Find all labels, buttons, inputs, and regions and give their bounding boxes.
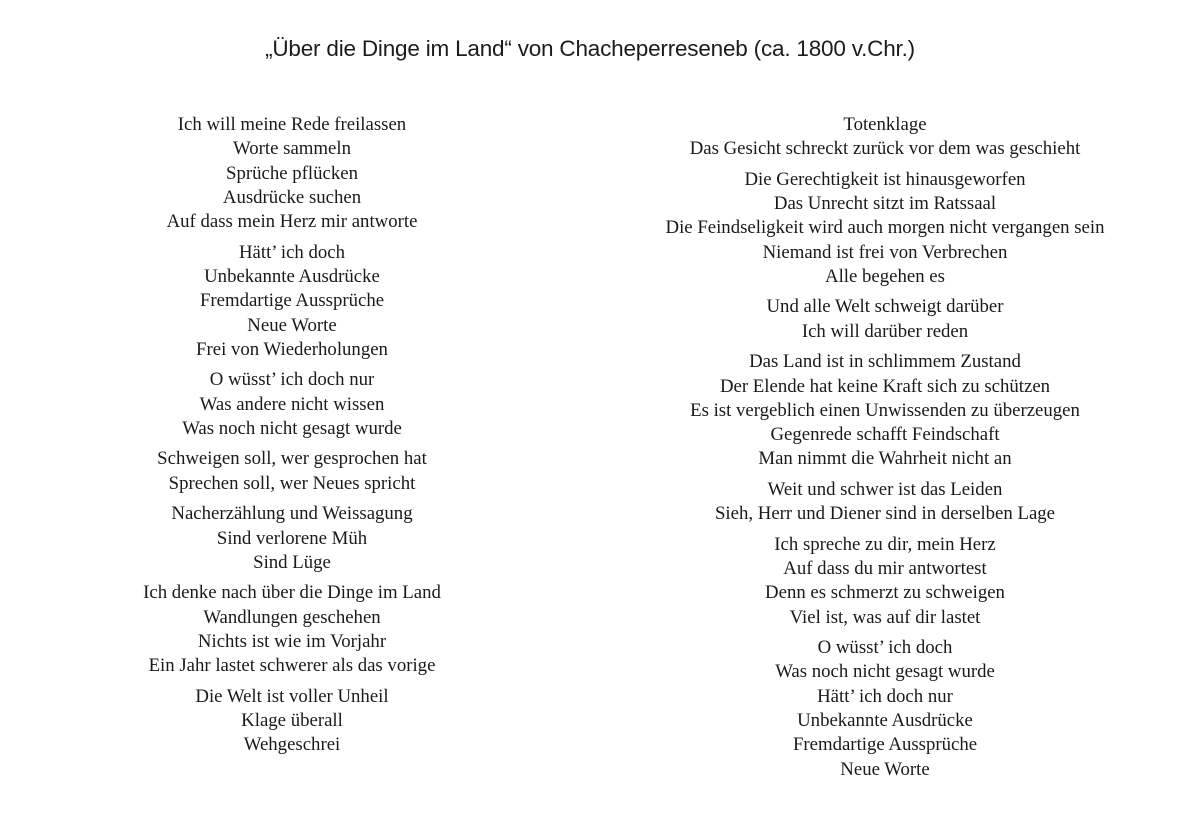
stanza	[92, 581, 492, 678]
verse-line: O wüsst’ ich doch nur	[209, 369, 375, 391]
verse-line: Man nimmt die Wahrheit nicht an	[758, 448, 1012, 470]
verse-line: Gegenrede schafft Feindschaft	[770, 424, 1000, 446]
stanza	[595, 168, 1175, 289]
stanza	[92, 241, 492, 362]
verse-line: Ich denke nach über die Dinge im Land	[143, 582, 441, 604]
verse-line: Denn es schmerzt zu schweigen	[765, 582, 1005, 604]
stanza	[595, 636, 1175, 782]
poem-right-column	[595, 113, 1175, 788]
verse-line: Sieh, Herr und Diener sind in derselben Lage	[714, 503, 1056, 525]
verse-line: Klage überall	[241, 709, 343, 731]
verse-line: Nichts ist wie im Vorjahr	[197, 630, 387, 652]
verse-line: Das Unrecht sitzt im Ratssaal	[773, 193, 997, 215]
poem-left-column	[92, 113, 492, 764]
verse-line: Frei von Wiederholungen	[196, 338, 388, 360]
verse-line: Sind Lüge	[253, 551, 331, 573]
stanza	[595, 478, 1175, 527]
verse-line: O wüsst’ ich doch	[817, 637, 953, 659]
verse-line: Wandlungen geschehen	[203, 606, 381, 628]
stanza	[595, 350, 1175, 471]
verse-line: Es ist vergeblich einen Unwissenden zu überzeugen	[690, 399, 1080, 421]
verse-line: Hätt’ ich doch	[238, 241, 346, 263]
verse-line: Totenklage	[843, 114, 927, 135]
poem-title: „Über die Dinge im Land“ von Chacheperreseneb (ca. 1800 v.Chr.)	[265, 36, 915, 61]
verse-line: Die Gerechtigkeit ist hinausgeworfen	[744, 168, 1026, 190]
verse-line: Nacherzählung und Weissagung	[171, 503, 413, 525]
verse-line: Ich spreche zu dir, mein Herz	[774, 533, 996, 555]
verse-line: Auf dass mein Herz mir antworte	[166, 211, 418, 233]
verse-line: Sprechen soll, wer Neues spricht	[168, 472, 416, 494]
stanza	[92, 113, 492, 234]
verse-line: Fremdartige Aussprüche	[199, 290, 385, 312]
verse-line: Die Feindseligkeit wird auch morgen nicht vergangen sein	[665, 217, 1105, 239]
stanza	[92, 447, 492, 496]
verse-line: Und alle Welt schweigt darüber	[766, 296, 1004, 318]
verse-line: Der Elende hat keine Kraft sich zu schützen	[719, 375, 1051, 397]
verse-line: Fremdartige Aussprüche	[792, 734, 978, 756]
verse-line: Was noch nicht gesagt wurde	[182, 417, 402, 439]
stanza	[595, 533, 1175, 630]
verse-line: Ich will meine Rede freilassen	[177, 114, 407, 135]
verse-line: Was andere nicht wissen	[199, 393, 385, 415]
verse-line: Ausdrücke suchen	[222, 186, 362, 208]
stanza	[92, 502, 492, 575]
verse-line: Das Gesicht schreckt zurück vor dem was geschieht	[689, 138, 1081, 160]
verse-line: Ein Jahr lastet schwerer als das vorige	[148, 655, 436, 677]
verse-line: Niemand ist frei von Verbrechen	[762, 241, 1008, 263]
stanza	[595, 113, 1175, 162]
verse-line: Sprüche pflücken	[226, 162, 358, 184]
verse-line: Hätt’ ich doch nur	[817, 685, 953, 707]
verse-line: Alle begehen es	[825, 265, 945, 287]
verse-line: Unbekannte Ausdrücke	[797, 709, 973, 731]
verse-line: Sind verlorene Müh	[216, 527, 368, 549]
stanza	[92, 685, 492, 758]
verse-line: Neue Worte	[840, 758, 930, 780]
verse-line: Das Land ist in schlimmem Zustand	[749, 351, 1021, 373]
stanza	[595, 295, 1175, 344]
verse-line: Was noch nicht gesagt wurde	[775, 661, 995, 683]
verse-line: Neue Worte	[247, 314, 337, 336]
verse-line: Schweigen soll, wer gesprochen hat	[157, 448, 427, 470]
verse-line: Die Welt ist voller Unheil	[195, 685, 389, 707]
verse-line: Viel ist, was auf dir lastet	[789, 606, 981, 628]
verse-line: Ich will darüber reden	[801, 320, 969, 342]
verse-line: Wehgeschrei	[243, 734, 341, 756]
verse-line: Weit und schwer ist das Leiden	[767, 478, 1003, 500]
verse-line: Unbekannte Ausdrücke	[204, 265, 380, 287]
verse-line: Auf dass du mir antwortest	[783, 557, 987, 579]
stanza	[92, 368, 492, 441]
verse-line: Worte sammeln	[233, 138, 351, 160]
